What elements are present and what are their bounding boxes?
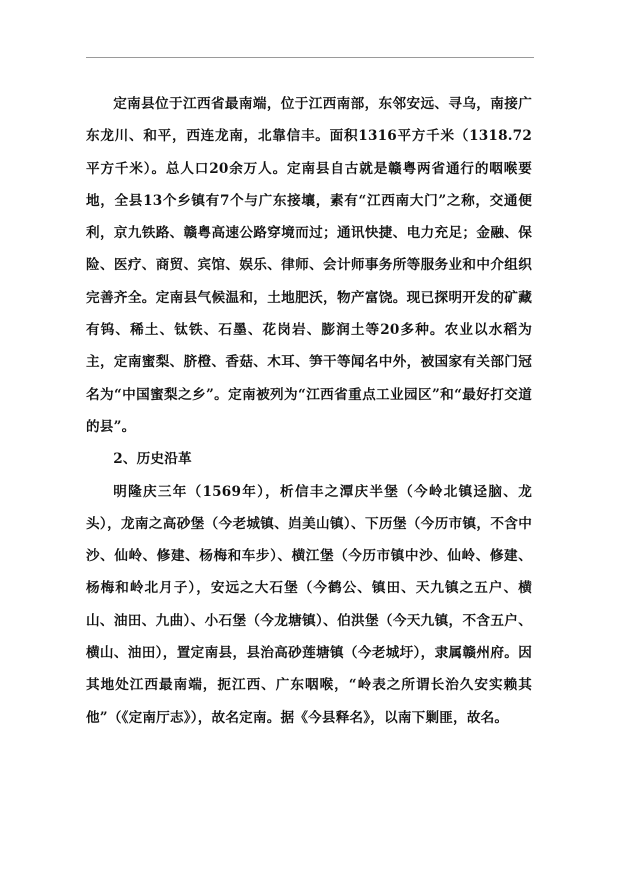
- section-heading: 2、历史沿革: [113, 451, 192, 468]
- intro-paragraph: 定南县位于江西省最南端，位于江西南部，东邻安远、寻乌，南接广东龙川、和平，西连龙南，北靠信丰。面积1316平方千米（1318.72平方千米）。总人口20余万人。定南县自古就是赣粤两省通行的咽喉要地，全县13个乡镇有7个与广东接壤，素有“江西南大门”之称，交通便利，京九铁路、赣粤高速公路穿境而过；通讯快捷、电力充足；金融、保险、医疗、商贸、宾馆、娱乐、律师、会计师事务所等服务业和中介组织完善齐全。定南县气候温和，土地肥沃，物产富饶。现已探明开发的矿藏有钨、稀土、钛铁、石墨、花岗岩、膨润土等20多种。农业以水稻为主，定南蜜梨、脐橙、香菇、木耳、笋干等闻名中外，被国家有关部门冠名为“中国蜜梨之乡”。定南被列为“江西省重点工业园区”和“最好打交道的县”。: [86, 96, 532, 435]
- document-body: [86, 88, 532, 734]
- history-paragraph: 明隆庆三年（1569年），析信丰之潭庆半堡（今岭北镇迳脑、龙头），龙南之高砂堡（今老城镇、岿美山镇）、下历堡（今历市镇，不含中沙、仙岭、修建、杨梅和车步）、横江堡（今历市镇中沙、仙岭、修建、杨梅和岭北月子），安远之大石堡（今鹤公、镇田、天九镇之五户、横山、油田、九曲）、小石堡（今龙塘镇）、伯洪堡（今天九镇，不含五户、横山、油田），置定南县，县治高砂莲塘镇（今老城圩），隶属赣州府。因其地处江西最南端，扼江西、广东咽喉，“岭表之所谓长治久安实赖其他”（《定南厅志》），故名定南。据《今县释名》，以南下剿匪，故名。: [86, 483, 532, 726]
- header-rule: [86, 57, 534, 58]
